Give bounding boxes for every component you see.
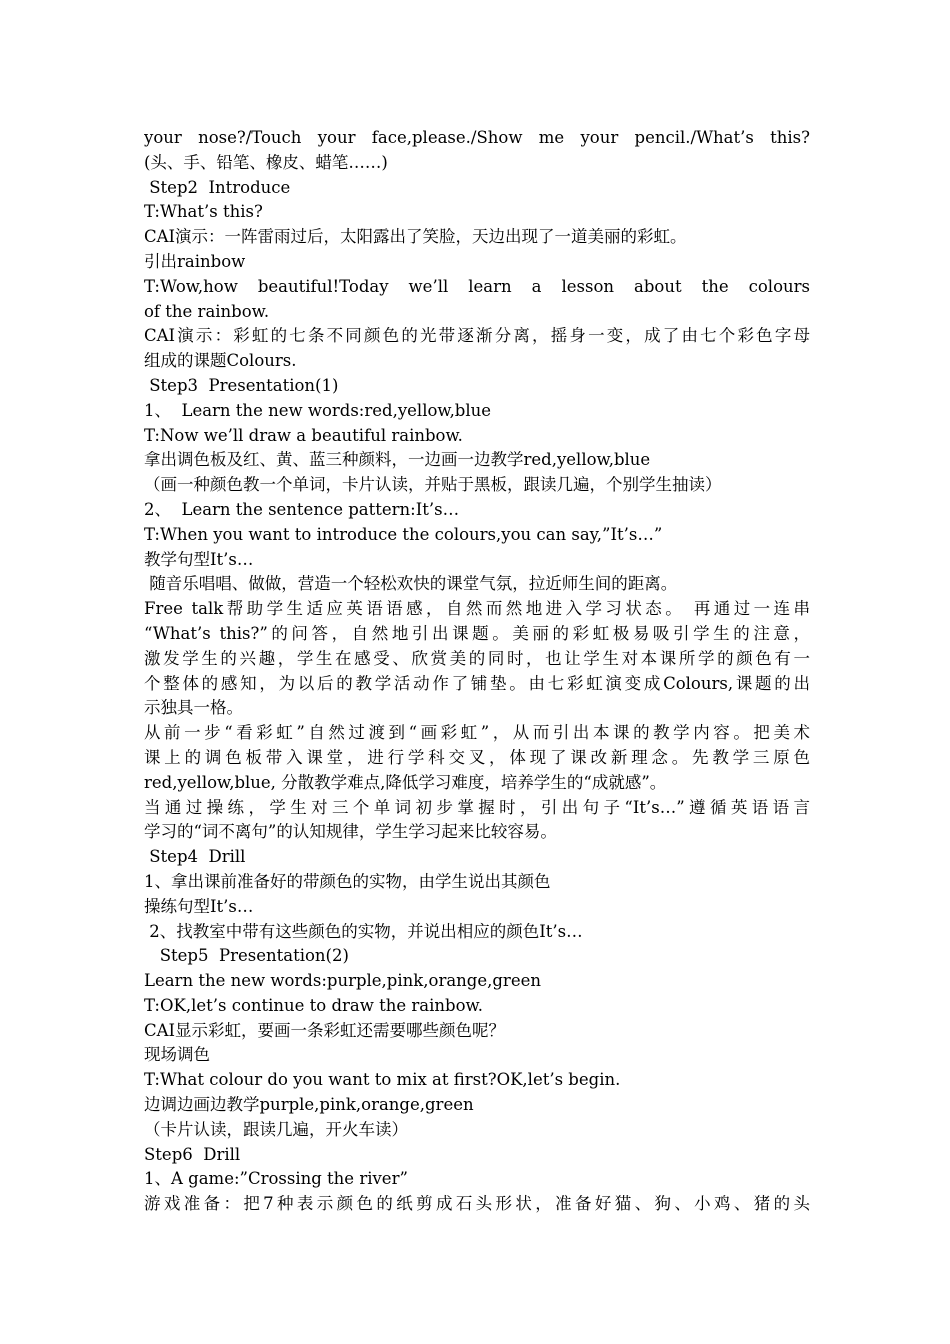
text-line: Step4 Drill bbox=[144, 847, 246, 867]
text-line: T:Now we’ll draw a beautiful rainbow. bbox=[144, 425, 463, 445]
text-line: 个整体的感知，为以后的教学活动作了铺垫。由七彩虹演变成Colours,课题的出 bbox=[144, 673, 810, 693]
text-line: T:OK,let’s continue to draw the rainbow. bbox=[144, 995, 483, 1015]
text-line: T:What colour do you want to mix at first?OK,let’s begin. bbox=[144, 1070, 621, 1090]
text-line: 边调边画边教学purple,pink,orange,green bbox=[144, 1095, 474, 1115]
text-line: T:What’s this? bbox=[144, 202, 263, 222]
text-line: 学习的“词不离句”的认知规律，学生学习起来比较容易。 bbox=[144, 822, 557, 842]
text-line: 游戏准备：把7种表示颜色的纸剪成石头形状，准备好猫、狗、小鸡、猪的头 bbox=[144, 1194, 810, 1214]
text-line: T:Wow,how beautiful!Today we’ll learn a lesson about the colours bbox=[144, 276, 810, 296]
text-line: 1、 Learn the new words:red,yellow,blue bbox=[144, 400, 492, 420]
text-line: 教学句型It’s… bbox=[144, 549, 254, 569]
text-line: Step5 Presentation(2) bbox=[144, 946, 349, 966]
text-line: 1、A game:”Crossing the river” bbox=[144, 1169, 408, 1189]
text-line: 拿出调色板及红、黄、蓝三种颜料，一边画一边教学red,yellow,blue bbox=[144, 450, 651, 470]
text-line: Step2 Introduce bbox=[144, 177, 291, 197]
text-line: 1、拿出课前准备好的带颜色的实物，由学生说出其颜色 bbox=[144, 871, 551, 891]
text-line: Free talk帮助学生适应英语语感，自然而然地进入学习状态。 再通过一连串 bbox=[144, 599, 810, 619]
text-line: Step6 Drill bbox=[144, 1144, 241, 1164]
text-line: 2、 Learn the sentence pattern:It’s… bbox=[144, 499, 460, 519]
text-line: CAI演示：一阵雷雨过后，太阳露出了笑脸，天边出现了一道美丽的彩虹。 bbox=[144, 227, 687, 247]
text-line: 现场调色 bbox=[144, 1045, 210, 1065]
text-line: 操练句型It’s… bbox=[144, 896, 254, 916]
text-line: CAI显示彩虹，要画一条彩虹还需要哪些颜色呢？ bbox=[144, 1020, 506, 1040]
text-line: 从前一步“看彩虹”自然过渡到“画彩虹”，从而引出本课的教学内容。把美术 bbox=[144, 723, 810, 743]
text-line: T:When you want to introduce the colours,you can say,”It’s…” bbox=[144, 524, 663, 544]
text-line: 2、找教室中带有这些颜色的实物，并说出相应的颜色It’s… bbox=[144, 921, 583, 941]
text-line: 激发学生的兴趣，学生在感受、欣赏美的同时，也让学生对本课所学的颜色有一 bbox=[144, 648, 810, 668]
text-line: （卡片认读，跟读几遍，开火车读） bbox=[144, 1119, 408, 1139]
text-line: 随音乐唱唱、做做，营造一个轻松欢快的课堂气氛，拉近师生间的距离。 bbox=[144, 574, 678, 594]
text-line: 当通过操练，学生对三个单词初步掌握时，引出句子“It’s…”遵循英语语言 bbox=[144, 797, 810, 817]
text-line: 引出rainbow bbox=[144, 251, 246, 271]
text-line: 课上的调色板带入课堂，进行学科交叉，体现了课改新理念。先教学三原色 bbox=[144, 747, 810, 767]
text-line: Learn the new words:purple,pink,orange,green bbox=[144, 971, 541, 991]
text-line: CAI演示：彩虹的七条不同颜色的光带逐渐分离，摇身一变，成了由七个彩色字母 bbox=[144, 326, 810, 346]
text-line: of the rainbow. bbox=[144, 301, 270, 321]
document-body bbox=[144, 126, 810, 1217]
text-line: (头、手、铅笔、橡皮、蜡笔……) bbox=[144, 152, 388, 172]
text-line: 示独具一格。 bbox=[144, 698, 243, 718]
text-line: （画一种颜色教一个单词，卡片认读，并贴于黑板，跟读几遍，个别学生抽读） bbox=[144, 475, 722, 495]
text-line: Step3 Presentation(1) bbox=[144, 375, 339, 395]
text-line: your nose?/Touch your face,please./Show me your pencil./What’s this? bbox=[144, 128, 810, 147]
text-line: “What’s this?”的问答，自然地引出课题。美丽的彩虹极易吸引学生的注意， bbox=[144, 623, 810, 643]
text-line: red,yellow,blue, 分散教学难点,降低学习难度，培养学生的“成就感”。 bbox=[144, 772, 667, 792]
text-line: 组成的课题Colours. bbox=[144, 351, 297, 371]
